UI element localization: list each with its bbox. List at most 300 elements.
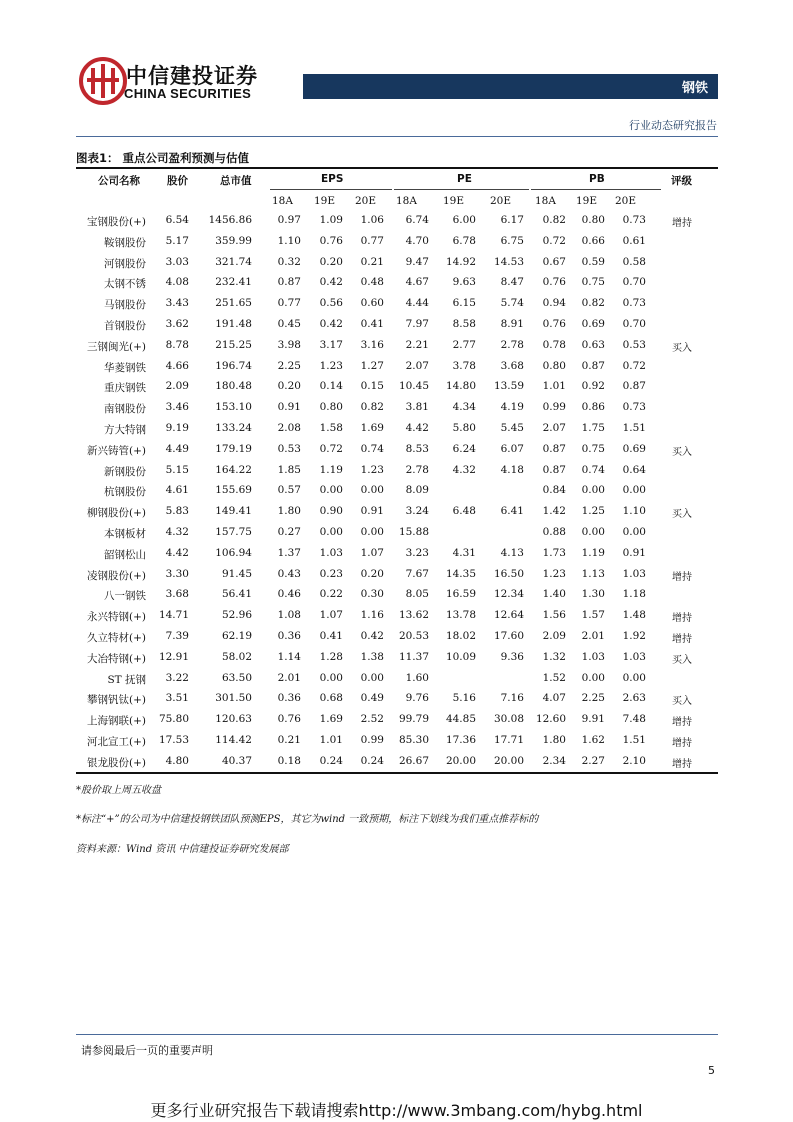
company-name-cell: 宝钢股份(+): [87, 216, 146, 228]
company-name-cell: 大冶特钢(+): [87, 652, 146, 665]
price-cell: 4.32: [165, 526, 189, 538]
pb-cell: 1.42: [542, 505, 566, 518]
pe-cell: 6.17: [500, 214, 524, 226]
pb-cell: 0.72: [542, 234, 566, 247]
table-row: [0, 731, 793, 751]
rating-cell: 增持: [672, 218, 692, 229]
pe-cell: 14.80: [445, 380, 476, 393]
eps-cell: 2.08: [277, 422, 301, 434]
pe-cell: 8.47: [500, 276, 524, 289]
eps-cell: 1.23: [360, 463, 384, 476]
pe-cell: 13.62: [398, 609, 429, 622]
pe-cell: 7.67: [405, 567, 429, 580]
pb-cell: 0.53: [622, 338, 646, 351]
market-cap-cell: 133.24: [215, 422, 252, 434]
disclaimer-text: 请参阅最后一页的重要声明: [81, 1044, 213, 1057]
company-name-cell: 太钢不锈: [104, 278, 146, 291]
pe-cell: 6.00: [452, 214, 476, 226]
eps-cell: 0.49: [360, 692, 384, 705]
pb-year-18a: 18A: [535, 195, 556, 207]
pb-cell: 1.23: [542, 567, 566, 580]
rating-cell: 增持: [672, 717, 692, 729]
pe-cell: 12.34: [493, 588, 524, 601]
pe-cell: 4.31: [452, 546, 476, 559]
price-cell: 3.22: [165, 671, 189, 684]
market-cap-cell: 321.74: [215, 255, 252, 268]
company-name-cell: 上海钢联(+): [87, 715, 146, 728]
table-row: [0, 523, 793, 543]
pb-cell: 2.63: [622, 692, 646, 705]
market-cap-cell: 91.45: [221, 567, 252, 580]
table-row: [0, 565, 793, 585]
price-cell: 4.49: [165, 442, 189, 455]
pe-cell: 6.07: [500, 442, 524, 455]
pb-cell: 0.00: [622, 671, 646, 684]
pb-cell: 0.70: [622, 318, 646, 330]
company-name-cell: 攀钢钒钛(+): [87, 694, 146, 707]
pb-cell: 7.48: [622, 713, 646, 726]
figure-title: 图表1： 重点公司盈利预测与估值: [76, 151, 250, 165]
pb-cell: 2.25: [581, 692, 605, 705]
pe-cell: 16.50: [493, 567, 524, 580]
pe-cell: 4.34: [452, 401, 476, 414]
pb-cell: 1.51: [622, 734, 646, 746]
eps-cell: 1.58: [319, 422, 343, 434]
table-bottom-rule: [76, 772, 718, 774]
eps-cell: 1.27: [360, 359, 384, 372]
eps-cell: 0.74: [360, 442, 384, 455]
pb-cell: 0.73: [622, 297, 646, 310]
eps-cell: 3.17: [319, 338, 343, 351]
pb-cell: 1.03: [622, 650, 646, 663]
eps-cell: 0.72: [319, 442, 343, 455]
eps-cell: 1.07: [360, 546, 384, 559]
pb-cell: 1.30: [581, 588, 605, 601]
plus-note: *标注“+”的公司为中信建投钢铁团队预测EPS，其它为wind 一致预期，标注下划线为我们重点推荐标的: [76, 814, 539, 825]
pb-cell: 0.73: [622, 214, 646, 226]
table-row: [0, 669, 793, 689]
pb-cell: 2.10: [622, 754, 646, 767]
pb-cell: 0.87: [581, 359, 605, 372]
market-cap-cell: 179.19: [215, 442, 252, 455]
table-row: [0, 689, 793, 709]
pb-cell: 1.01: [542, 380, 566, 393]
eps-cell: 0.22: [319, 588, 343, 601]
pe-cell: 3.78: [452, 359, 476, 372]
company-name-cell: 华菱钢铁: [104, 361, 146, 374]
pe-cell: 8.05: [405, 588, 429, 601]
pb-cell: 4.07: [542, 692, 566, 705]
pb-year-19e: 19E: [576, 195, 598, 207]
pe-cell: 5.45: [500, 422, 524, 434]
market-cap-cell: 153.10: [215, 401, 252, 414]
pe-cell: 6.78: [452, 234, 476, 247]
market-cap-cell: 56.41: [221, 588, 252, 601]
company-name-cell: 久立特材(+): [87, 632, 146, 644]
rating-cell: 买入: [672, 696, 692, 708]
market-cap-cell: 120.63: [215, 713, 252, 726]
eps-cell: 0.48: [360, 276, 384, 289]
pe-cell: 20.00: [493, 754, 524, 767]
company-name-cell: 南钢股份: [104, 403, 146, 416]
pe-cell: 3.24: [405, 505, 429, 518]
price-cell: 3.51: [165, 692, 189, 705]
pb-cell: 1.75: [581, 422, 605, 434]
pe-cell: 3.23: [405, 546, 429, 559]
table-row: [0, 211, 793, 231]
pb-cell: 0.99: [542, 401, 566, 414]
eps-cell: 1.28: [319, 650, 343, 663]
eps-cell: 0.21: [360, 255, 384, 268]
pe-cell: 1.60: [405, 671, 429, 684]
pe-cell: 14.92: [445, 255, 476, 268]
eps-cell: 0.91: [277, 401, 301, 414]
eps-cell: 0.41: [360, 318, 384, 330]
eps-cell: 0.82: [360, 401, 384, 414]
pe-cell: 20.00: [445, 754, 476, 767]
pe-cell: 7.97: [405, 318, 429, 330]
pb-cell: 0.87: [542, 442, 566, 455]
footer-divider: [76, 1034, 718, 1035]
pb-cell: 0.91: [622, 546, 646, 559]
eps-year-20e: 20E: [355, 195, 377, 207]
pb-cell: 0.00: [581, 484, 605, 497]
header-banner: [303, 74, 718, 99]
pb-cell: 1.18: [622, 588, 646, 601]
company-name-cell: 河北宣工(+): [87, 736, 146, 748]
eps-cell: 0.57: [277, 484, 301, 497]
eps-cell: 0.20: [277, 380, 301, 393]
pe-cell: 8.53: [405, 442, 429, 455]
pe-cell: 4.67: [405, 276, 429, 289]
pe-cell: 10.45: [398, 380, 429, 393]
pe-cell: 6.24: [452, 442, 476, 455]
pe-cell: 30.08: [493, 713, 524, 726]
pb-cell: 0.80: [581, 214, 605, 226]
eps-cell: 0.41: [319, 630, 343, 642]
pb-cell: 0.00: [581, 526, 605, 538]
price-cell: 5.15: [165, 463, 189, 476]
company-name-cell: 新钢股份: [104, 465, 146, 478]
rating-cell: 买入: [672, 446, 692, 458]
eps-cell: 0.87: [277, 276, 301, 289]
pb-cell: 0.70: [622, 276, 646, 289]
header-price: 股价: [167, 175, 188, 187]
header-eps: EPS: [321, 173, 344, 185]
eps-cell: 0.76: [277, 713, 301, 726]
eps-cell: 0.60: [360, 297, 384, 310]
table-row: [0, 336, 793, 356]
rating-cell: 增持: [672, 634, 692, 645]
price-cell: 4.42: [165, 546, 189, 559]
pe-cell: 17.71: [493, 734, 524, 746]
pb-cell: 0.87: [622, 380, 646, 393]
eps-cell: 0.21: [277, 734, 301, 746]
price-cell: 3.30: [165, 567, 189, 580]
company-name-cell: 重庆钢铁: [104, 382, 146, 395]
eps-cell: 0.46: [277, 588, 301, 601]
company-name-cell: 本钢板材: [104, 528, 146, 540]
price-cell: 9.19: [165, 422, 189, 434]
table-row: [0, 232, 793, 252]
table-row: [0, 419, 793, 439]
pe-cell: 6.74: [405, 214, 429, 226]
company-name-cell: 方大特钢: [104, 424, 146, 436]
china-securities-logo-icon: [78, 56, 128, 106]
eps-cell: 0.77: [360, 234, 384, 247]
eps-cell: 0.56: [319, 297, 343, 310]
pb-cell: 0.75: [581, 276, 605, 289]
price-cell: 14.71: [158, 609, 189, 622]
pe-cell: 6.41: [500, 505, 524, 518]
pb-cell: 1.25: [581, 505, 605, 518]
pe-cell: 4.19: [500, 401, 524, 414]
pe-cell: 4.44: [405, 297, 429, 310]
eps-cell: 0.20: [319, 255, 343, 268]
market-cap-cell: 149.41: [215, 505, 252, 518]
company-name-cell: 凌钢股份(+): [87, 569, 146, 582]
pe-cell: 2.78: [500, 338, 524, 351]
price-cell: 12.91: [158, 650, 189, 663]
pb-cell: 1.56: [542, 609, 566, 622]
pe-cell: 9.63: [452, 276, 476, 289]
pe-cell: 7.16: [500, 692, 524, 705]
eps-cell: 1.10: [277, 234, 301, 247]
pb-cell: 12.60: [535, 713, 566, 726]
eps-cell: 0.45: [277, 318, 301, 330]
eps-cell: 0.42: [360, 630, 384, 642]
market-cap-cell: 106.94: [215, 546, 252, 559]
eps-cell: 0.00: [360, 671, 384, 684]
market-cap-cell: 164.22: [215, 463, 252, 476]
market-cap-cell: 1456.86: [208, 214, 252, 226]
eps-cell: 0.00: [360, 484, 384, 497]
eps-cell: 1.38: [360, 650, 384, 663]
market-cap-cell: 301.50: [215, 692, 252, 705]
pe-cell: 12.64: [493, 609, 524, 622]
pb-cell: 0.69: [581, 318, 605, 330]
pb-cell: 0.00: [581, 671, 605, 684]
eps-cell: 0.43: [277, 567, 301, 580]
company-name-cell: 银龙股份(+): [87, 756, 146, 769]
market-cap-cell: 180.48: [215, 380, 252, 393]
pb-cell: 0.82: [542, 214, 566, 226]
pe-cell: 4.70: [405, 234, 429, 247]
eps-cell: 2.01: [277, 671, 301, 684]
market-cap-cell: 232.41: [215, 276, 252, 289]
pb-cell: 0.63: [581, 338, 605, 351]
pe-cell: 16.59: [445, 588, 476, 601]
eps-cell: 0.24: [319, 754, 343, 767]
pb-cell: 0.87: [542, 463, 566, 476]
eps-cell: 0.76: [319, 234, 343, 247]
rating-cell: 买入: [672, 654, 692, 666]
pe-cell: 13.59: [493, 380, 524, 393]
pe-cell: 10.09: [445, 650, 476, 663]
company-name-cell: 马钢股份: [104, 299, 146, 312]
eps-cell: 1.03: [319, 546, 343, 559]
pe-cell: 4.18: [500, 463, 524, 476]
pe-cell: 4.32: [452, 463, 476, 476]
pe-cell: 26.67: [398, 754, 429, 767]
eps-cell: 0.00: [319, 671, 343, 684]
pb-cell: 1.48: [622, 609, 646, 622]
table-row: [0, 544, 793, 564]
pe-cell: 8.91: [500, 318, 524, 330]
eps-cell: 1.06: [360, 214, 384, 226]
pe-cell: 14.35: [445, 567, 476, 580]
eps-cell: 1.69: [319, 713, 343, 726]
eps-cell: 0.91: [360, 505, 384, 518]
eps-cell: 0.99: [360, 734, 384, 746]
pb-cell: 1.03: [622, 567, 646, 580]
eps-cell: 0.36: [277, 630, 301, 642]
header-pb: PB: [589, 173, 605, 185]
rating-cell: 增持: [672, 613, 692, 625]
eps-cell: 1.07: [319, 609, 343, 622]
company-name-cell: ST 抚钢: [107, 673, 146, 686]
pb-cell: 0.58: [622, 255, 646, 268]
pb-cell: 1.03: [581, 650, 605, 663]
pb-cell: 2.27: [581, 754, 605, 767]
eps-cell: 0.20: [360, 567, 384, 580]
pb-cell: 0.61: [622, 234, 646, 247]
pb-year-20e: 20E: [615, 195, 637, 207]
eps-cell: 0.80: [319, 401, 343, 414]
pe-cell: 5.74: [500, 297, 524, 310]
pe-cell: 9.76: [405, 692, 429, 705]
eps-cell: 3.98: [277, 338, 301, 351]
price-cell: 4.08: [165, 276, 189, 289]
table-row: [0, 357, 793, 377]
pe-cell: 9.47: [405, 255, 429, 268]
price-cell: 3.68: [165, 588, 189, 601]
pe-cell: 85.30: [398, 734, 429, 746]
eps-cell: 0.30: [360, 588, 384, 601]
promo-link[interactable]: 更多行业研究报告下载请搜索http://www.3mbang.com/hybg.html: [150, 1101, 643, 1120]
rating-cell: 增持: [672, 571, 692, 583]
pe-cell: 6.15: [452, 297, 476, 310]
pb-cell: 1.57: [581, 609, 605, 622]
rating-cell: 买入: [672, 342, 692, 354]
eps-cell: 0.15: [360, 380, 384, 393]
company-name-cell: 新兴铸管(+): [87, 444, 146, 457]
table-row: [0, 481, 793, 501]
pb-cell: 0.82: [581, 297, 605, 310]
eps-cell: 0.42: [319, 318, 343, 330]
company-name-cell: 韶钢松山: [104, 548, 146, 561]
header-company: 公司名称: [98, 175, 140, 187]
company-name-cell: 杭钢股份: [104, 486, 146, 499]
company-name-cell: 首钢股份: [104, 320, 146, 332]
pe-cell: 9.36: [500, 650, 524, 663]
pe-cell: 2.07: [405, 359, 429, 372]
eps-cell: 0.18: [277, 754, 301, 767]
eps-cell: 1.08: [277, 609, 301, 622]
pe-cell: 8.58: [452, 318, 476, 330]
pb-cell: 0.78: [542, 338, 566, 351]
pb-cell: 0.76: [542, 318, 566, 330]
rating-cell: 增持: [672, 758, 692, 770]
price-cell: 6.54: [165, 214, 189, 226]
pb-cell: 0.74: [581, 463, 605, 476]
price-cell: 4.66: [165, 359, 189, 372]
pe-cell: 2.77: [452, 338, 476, 351]
market-cap-cell: 52.96: [221, 609, 252, 622]
pb-group-rule: [531, 189, 661, 190]
eps-cell: 1.14: [277, 650, 301, 663]
price-cell: 3.62: [165, 318, 189, 330]
pb-cell: 1.62: [581, 734, 605, 746]
pe-cell: 13.78: [445, 609, 476, 622]
pb-cell: 0.84: [542, 484, 566, 497]
eps-year-18a: 18A: [272, 195, 293, 207]
pe-cell: 14.53: [493, 255, 524, 268]
pb-cell: 1.13: [581, 567, 605, 580]
eps-cell: 0.77: [277, 297, 301, 310]
pe-year-19e: 19E: [443, 195, 465, 207]
eps-cell: 2.25: [277, 359, 301, 372]
pe-cell: 18.02: [445, 630, 476, 642]
eps-cell: 0.36: [277, 692, 301, 705]
table-row: [0, 273, 793, 293]
sector-label: 钢铁: [681, 81, 708, 96]
market-cap-cell: 58.02: [221, 650, 252, 663]
pe-cell: 2.21: [405, 338, 429, 351]
company-name-cell: 三钢闽光(+): [87, 340, 146, 353]
price-cell: 5.83: [165, 505, 189, 518]
eps-cell: 1.85: [277, 463, 301, 476]
market-cap-cell: 359.99: [215, 234, 252, 247]
eps-cell: 1.37: [277, 546, 301, 559]
eps-cell: 0.14: [319, 380, 343, 393]
pb-cell: 0.76: [542, 276, 566, 289]
pb-cell: 0.66: [581, 234, 605, 247]
eps-cell: 0.32: [277, 255, 301, 268]
rating-cell: 买入: [672, 509, 692, 521]
pb-cell: 0.75: [581, 442, 605, 455]
pb-cell: 1.92: [622, 630, 646, 642]
eps-cell: 0.53: [277, 442, 301, 455]
pb-cell: 0.88: [542, 526, 566, 538]
price-cell: 8.78: [165, 338, 189, 351]
pe-cell: 3.81: [405, 401, 429, 414]
pe-cell: 44.85: [445, 713, 476, 726]
price-cell: 2.09: [165, 380, 189, 393]
pe-cell: 5.16: [452, 692, 476, 705]
pe-cell: 11.37: [398, 650, 429, 663]
pb-cell: 0.92: [581, 380, 605, 393]
pe-cell: 17.36: [445, 734, 476, 746]
pb-cell: 2.09: [542, 630, 566, 642]
pe-cell: 4.42: [405, 422, 429, 434]
eps-year-19e: 19E: [314, 195, 336, 207]
eps-cell: 1.69: [360, 422, 384, 434]
brand-name-cn: 中信建投证券: [126, 64, 258, 88]
pe-cell: 20.53: [398, 630, 429, 642]
table-row: [0, 398, 793, 418]
table-row: [0, 606, 793, 626]
pe-cell: 2.78: [405, 463, 429, 476]
eps-cell: 1.19: [319, 463, 343, 476]
market-cap-cell: 157.75: [215, 526, 252, 538]
pb-cell: 2.34: [542, 754, 566, 767]
eps-cell: 0.24: [360, 754, 384, 767]
pe-cell: 4.13: [500, 546, 524, 559]
eps-cell: 0.97: [277, 214, 301, 226]
pe-cell: 5.80: [452, 422, 476, 434]
market-cap-cell: 114.42: [215, 734, 252, 746]
